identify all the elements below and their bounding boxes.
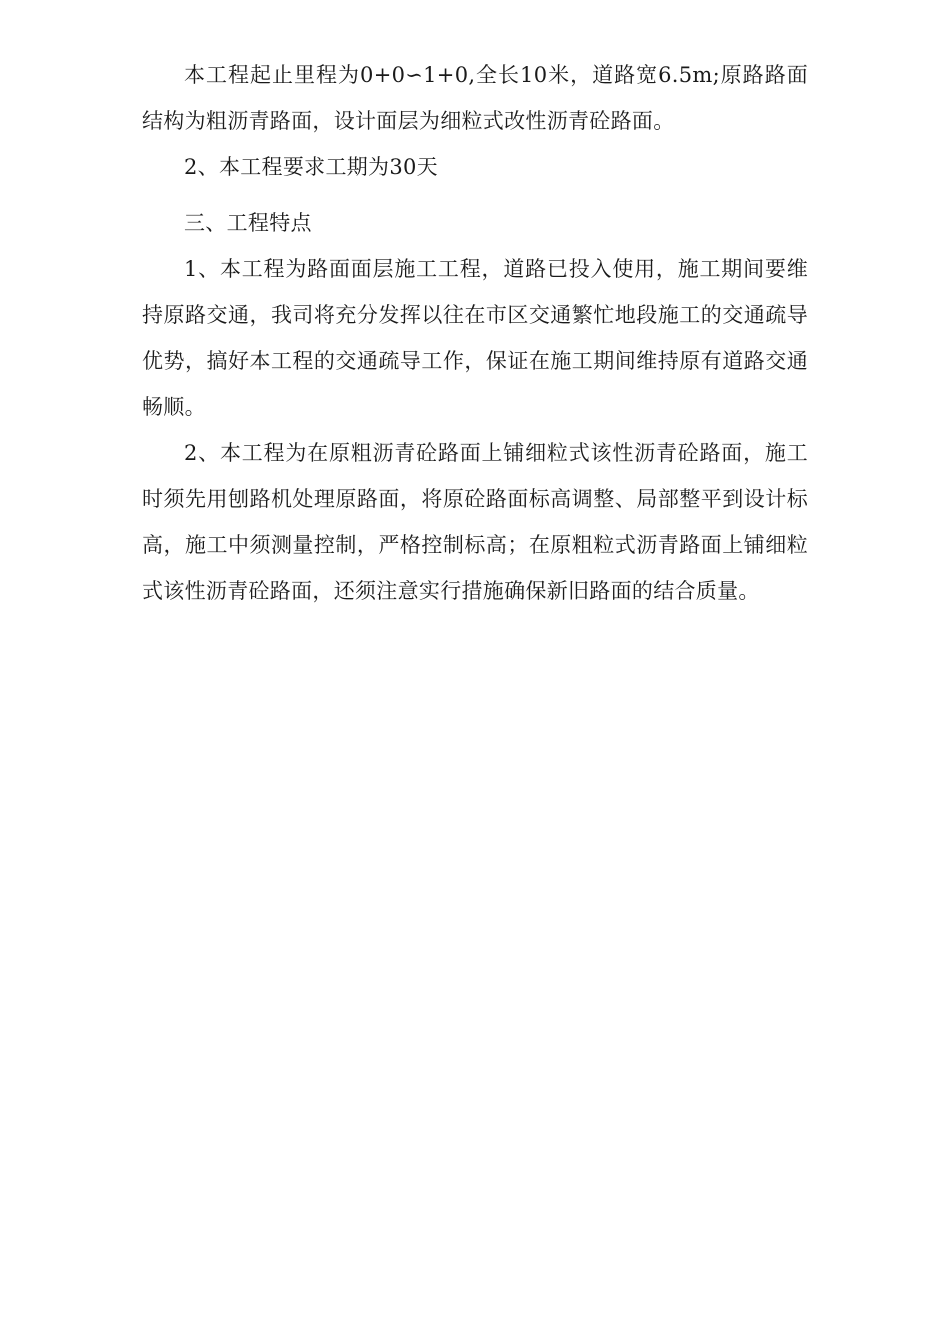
project-scope-paragraph: 本工程起止里程为0+0∽1+0,全长10米，道路宽6.5m;原路路面结构为粗沥青路面，设计面层为细粒式改性沥青砼路面。 (142, 63, 808, 133)
section-heading: 三、工程特点 (184, 211, 312, 235)
feature-paragraph-2: 2、本工程为在原粗沥青砼路面上铺细粒式该性沥青砼路面，施工时须先用刨路机处理原路面，将原砼路面标高调整、局部整平到设计标高，施工中须测量控制，严格控制标高；在原粗粒式沥青路面上铺细粒式该性沥青砼路面，还须注意实行措施确保新旧路面的结合质量。 (142, 441, 808, 603)
construction-period-paragraph: 2、本工程要求工期为30天 (184, 155, 438, 179)
feature-paragraph-1: 1、本工程为路面面层施工工程，道路已投入使用，施工期间要维持原路交通，我司将充分发挥以往在市区交通繁忙地段施工的交通疏导优势，搞好本工程的交通疏导工作，保证在施工期间维持原有道路交通畅顺。 (142, 257, 808, 419)
document-body (142, 52, 808, 614)
